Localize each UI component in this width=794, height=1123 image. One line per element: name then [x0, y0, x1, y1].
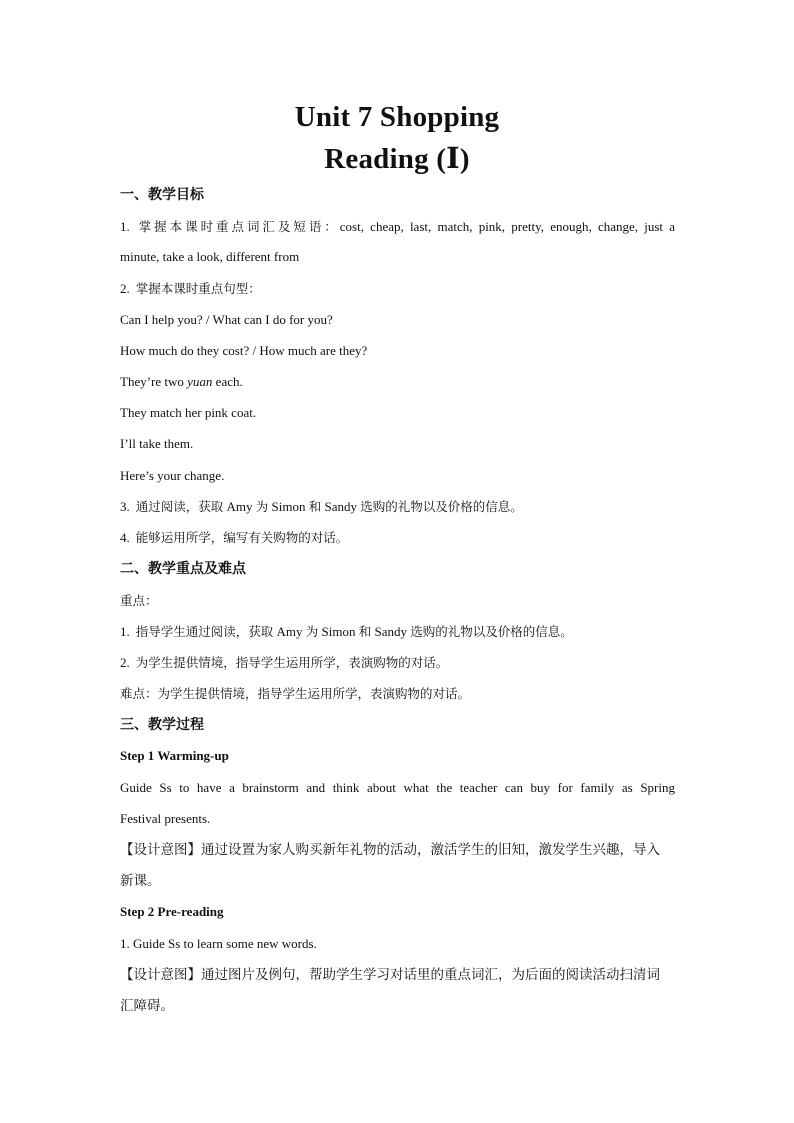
objective-3: [120, 498, 675, 516]
objective-2-text: 掌握本课时重点句型：: [135, 281, 261, 296]
objective-2: [120, 280, 675, 298]
objective-3-b: Amy: [223, 499, 256, 514]
keypoint-1-number: 1.: [120, 624, 130, 639]
section-heading-objectives: 一、教学目标: [120, 187, 204, 203]
objective-3-a: 通过阅读，获取: [135, 499, 224, 514]
key-sentence-3-a: They’re two: [120, 374, 188, 389]
objective-3-f: Sandy: [321, 499, 361, 514]
step-1-intent-line2: 新课。: [120, 873, 161, 889]
objective-3-e: 和: [308, 499, 322, 514]
objective-3-c: 为: [255, 499, 269, 514]
step-2-title: Step 2 Pre-reading: [120, 904, 224, 919]
key-sentence-1: Can I help you? / What can I do for you?: [120, 312, 333, 327]
keypoint-1-d: Simon: [318, 624, 359, 639]
objective-3-d: Simon: [268, 499, 309, 514]
objective-1-words: cost, cheap, last, match, pink, pretty, enough, change, just a: [339, 219, 675, 234]
keypoint-2-number: 2.: [120, 655, 130, 670]
keypoint-2-text: 为学生提供情境，指导学生运用所学，表演购物的对话。: [135, 655, 449, 670]
document-title: Unit 7 Shopping: [294, 101, 500, 133]
keypoint-2: [120, 654, 675, 672]
objective-4-text: 能够运用所学，编写有关购物的对话。: [135, 530, 349, 545]
key-sentence-4: They match her pink coat.: [120, 405, 257, 420]
section-heading-process: 三、教学过程: [120, 717, 204, 733]
keypoint-1: [120, 623, 675, 641]
step-2-intent-line1: 【设计意图】通过图片及例句，帮助学生学习对话里的重点词汇，为后面的阅读活动扫清词: [120, 967, 660, 983]
objective-1-number: 1.: [120, 219, 130, 234]
key-sentence-3: [120, 373, 675, 391]
step-2-intent-line2: 汇障碍。: [120, 998, 174, 1014]
objective-3-number: 3.: [120, 499, 130, 514]
step-1-text-line2: Festival presents.: [120, 811, 211, 826]
keypoint-1-f: Sandy: [371, 624, 411, 639]
key-sentence-5: I’ll take them.: [120, 436, 194, 451]
key-label: 重点：: [120, 593, 158, 608]
keypoint-1-c: 为: [305, 624, 319, 639]
keypoint-1-b: Amy: [273, 624, 306, 639]
objective-1-line2: minute, take a look, different from: [120, 249, 300, 264]
keypoint-1-a: 指导学生通过阅读，获取: [135, 624, 274, 639]
keypoint-1-e: 和: [358, 624, 372, 639]
key-sentence-2: How much do they cost? / How much are they?: [120, 343, 368, 358]
key-sentence-6: Here’s your change.: [120, 468, 225, 483]
section-heading-keypoints: 二、教学重点及难点: [120, 561, 246, 577]
objective-1-prefix: 掌握本课时重点词汇及短语：: [135, 219, 340, 234]
objective-3-g: 选购的礼物以及价格的信息。: [360, 499, 523, 514]
document-subtitle: Reading (Ⅰ): [324, 143, 470, 175]
key-sentence-3-c: each.: [212, 374, 243, 389]
objective-4: [120, 529, 675, 547]
objective-2-number: 2.: [120, 281, 130, 296]
step-1-text-line1: Guide Ss to have a brainstorm and think about what the teacher can buy for family as Spring: [120, 780, 675, 795]
difficult-point: 难点：为学生提供情境，指导学生运用所学，表演购物的对话。: [120, 686, 471, 701]
keypoint-1-g: 选购的礼物以及价格的信息。: [410, 624, 573, 639]
objective-4-number: 4.: [120, 530, 130, 545]
step-1-intent-line1: 【设计意图】通过设置为家人购买新年礼物的活动，激活学生的旧知，激发学生兴趣，导入: [120, 842, 660, 858]
key-sentence-3-italic: yuan: [187, 374, 213, 389]
step-2-text: 1. Guide Ss to learn some new words.: [120, 936, 317, 951]
objective-1-line1: [120, 218, 675, 236]
step-1-title: Step 1 Warming-up: [120, 748, 229, 763]
